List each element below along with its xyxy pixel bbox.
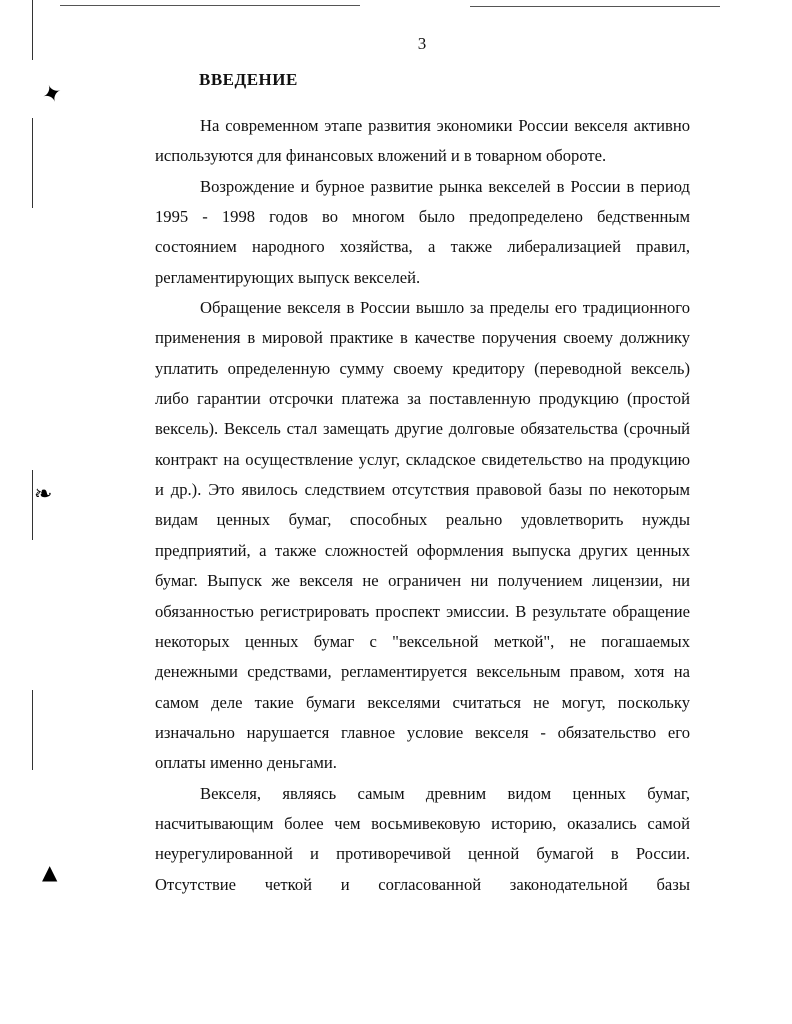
scan-border-line xyxy=(60,5,360,6)
paragraph: Возрождение и бурное развитие рынка векселей в России в период 1995 - 1998 годов во многом было предопределено бедственным состоянием народного хозяйства, а также либерализацией правил, регламентирующих выпуск векселей. xyxy=(155,176,690,287)
paragraph: Обращение векселя в России вышло за пределы его традиционного применения в мировой практике в качестве поручения своему должнику уплатить определенную сумму своему кредитору (переводной вексель) либо гарантии отсрочки платежа за поставленную продукцию (простой вексель). Вексель стал замещать другие долговые обязательства (срочный контракт на осуществление услуг, складское свидетельство на продукцию и др.). Это явилось следствием отсутствия правовой базы по некоторым видам ценных бумаг, способных реально удовлетворить нужды предприятий, а также сложностей оформления выпуска других ценных бумаг. Выпуск же векселя не ограничен ни получением лицензии, ни обязанностью регистрировать проспект эмиссии. В результате обращение некоторых ценных бумаг с "вексельной меткой", не погашаемых денежными средствами, регламентируется вексельным правом, хотя на самом деле такие бумаги векселями считаться не могут, поскольку изначально нарушается главное условие векселя - обязательство его оплаты именно деньгами. xyxy=(155,298,690,773)
page-number: 3 xyxy=(417,34,427,53)
scan-edge-line xyxy=(32,470,33,540)
paragraph: На современном этапе развития экономики России векселя активно используются для финансовых вложений и в товарном обороте. xyxy=(155,116,690,166)
section-heading: ВВЕДЕНИЕ xyxy=(199,70,298,89)
binder-hole-mark-icon: ▲ xyxy=(42,860,58,884)
binder-hole-mark-icon: ✦ xyxy=(37,77,67,111)
paragraph: Векселя, являясь самым древним видом ценных бумаг, насчитывающим более чем восьмивековую историю, оказались самой неурегулированной и противоречивой ценной бумагой в России. Отсутствие четкой и согласованной законодательной базы xyxy=(155,783,690,894)
body-text xyxy=(155,111,690,900)
scan-edge-line xyxy=(32,0,33,60)
scan-border-line xyxy=(470,6,720,7)
scan-edge-line xyxy=(32,690,33,770)
binder-hole-mark-icon: ❧ xyxy=(34,482,53,507)
scan-edge-line xyxy=(32,118,33,208)
